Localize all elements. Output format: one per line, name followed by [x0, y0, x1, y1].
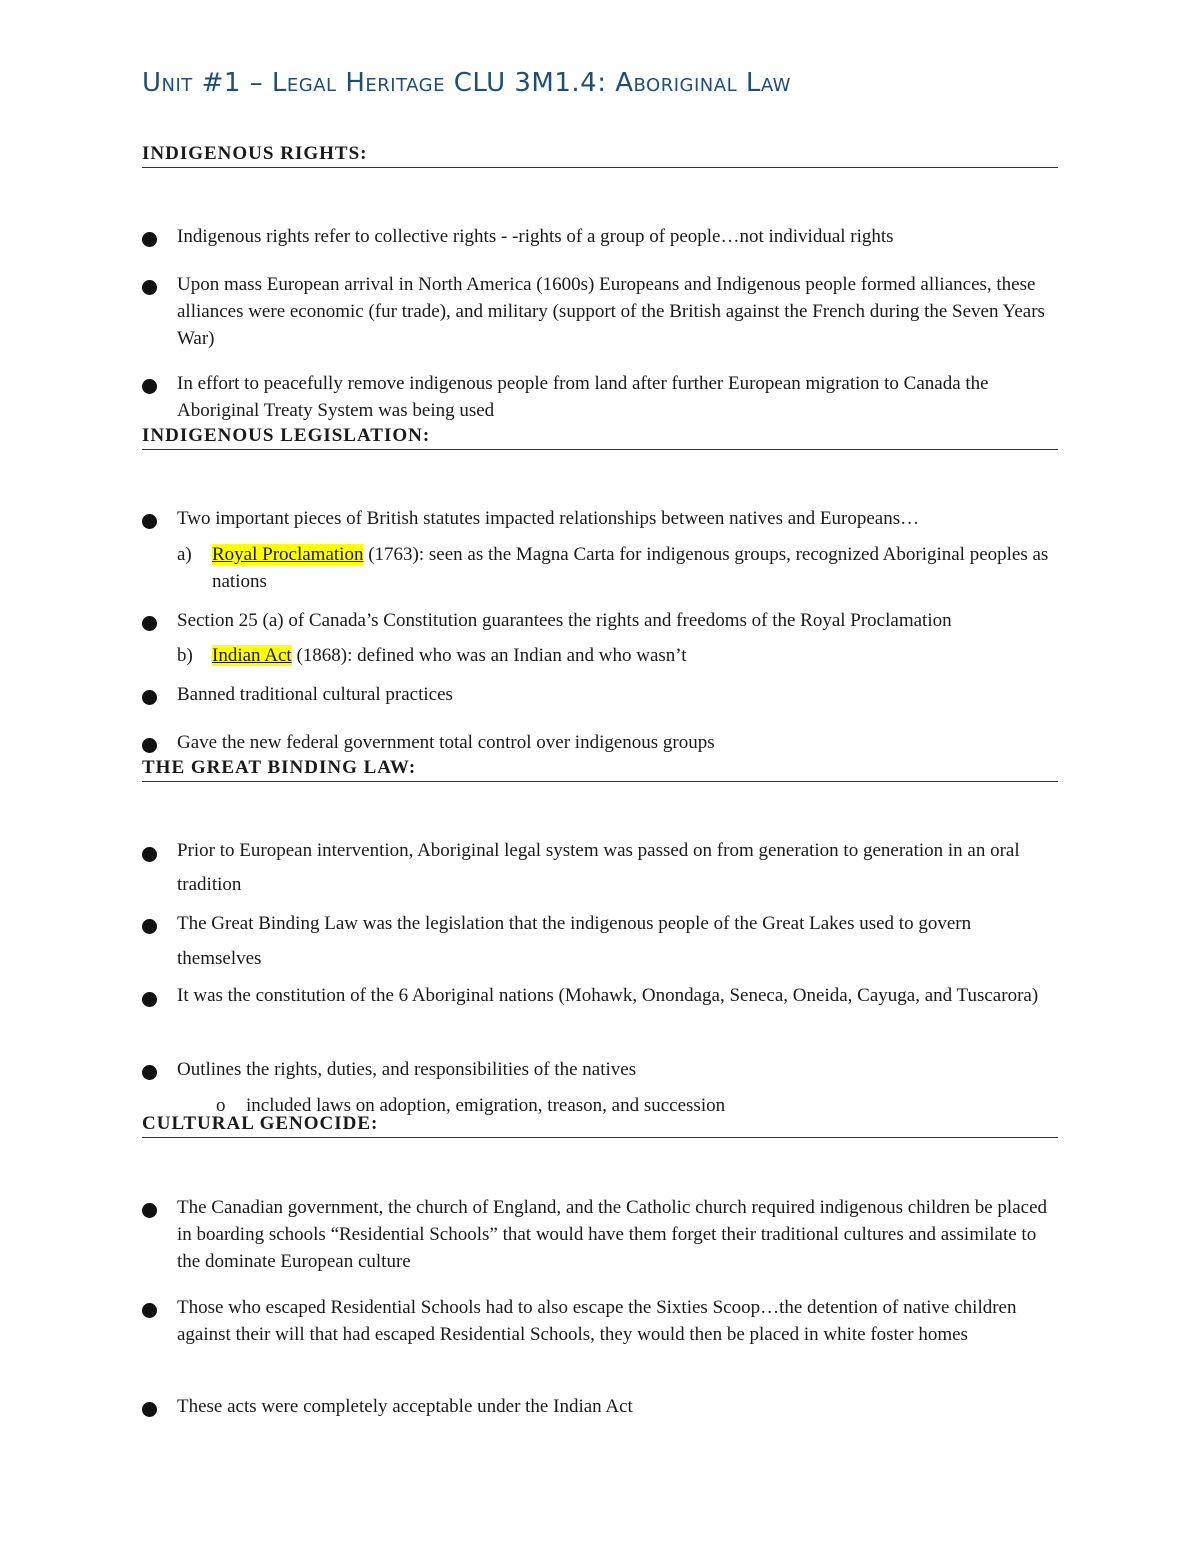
document-title: Unit #1 – Legal Heritage CLU 3M1.4: Aboriginal Law: [142, 68, 791, 98]
bullet-icon: [142, 992, 157, 1007]
bullet-icon: [142, 690, 157, 705]
bullet-icon: [142, 1065, 157, 1080]
section-indigenous-rights: INDIGENOUS RIGHTS: Indigenous rights refer to collective rights - -rights of a group of people…not individual rights Upon mass European arrival in North America (1600s) Europeans and Indigenous people formed alliances, these alliances were economic (fur trade), and military (support of the British against the French during the Seven Years War) In effort to peacefully remove indigenous people from land after further European migration to Canada the Aboriginal Treaty System was being used: [142, 143, 1058, 168]
section-heading: INDIGENOUS LEGISLATION:: [142, 425, 1058, 450]
section-cultural-genocide: CULTURAL GENOCIDE: The Canadian government, the church of England, and the Catholic church required indigenous children be placed in boarding schools “Residential Schools” that would have them forget their traditional cultures and assimilate to the dominate European culture Those who escaped Residential Schools had to also escape the Sixties Scoop…the detention of native children against their will that had escaped Residential Schools, they would then be placed in white foster homes These acts were completely acceptable under the Indian Act: [142, 1113, 1058, 1138]
highlighted-term-royal-proclamation: Royal Proclamation: [212, 544, 364, 565]
bullet-icon: [142, 280, 157, 295]
section-heading: CULTURAL GENOCIDE:: [142, 1113, 1058, 1138]
bullet-icon: [142, 1402, 157, 1417]
bullet-icon: [142, 1203, 157, 1218]
bullet-icon: [142, 738, 157, 753]
bullet-icon: [142, 379, 157, 394]
section-great-binding-law: THE GREAT BINDING LAW: Prior to European intervention, Aboriginal legal system was passed on from generation to generation in an oral tradition The Great Binding Law was the legislation that the indigenous people of the Great Lakes used to govern themselves It was the constitution of the 6 Aboriginal nations (Mohawk, Onondaga, Seneca, Oneida, Cayuga, and Tuscarora) Outlines the rights, duties, and responsibilities of the natives o included laws on adoption, emigration, treason, and succession: [142, 757, 1058, 782]
section-heading: INDIGENOUS RIGHTS:: [142, 143, 1058, 168]
bullet-icon: [142, 514, 157, 529]
bullet-icon: [142, 919, 157, 934]
bullet-icon: [142, 616, 157, 631]
bullet-icon: [142, 847, 157, 862]
bullet-icon: [142, 1303, 157, 1318]
section-indigenous-legislation: INDIGENOUS LEGISLATION: Two important pieces of British statutes impacted relationships between natives and Europeans… a) Royal Proclamation (1763): seen as the Magna Carta for indigenous groups, recognized Aboriginal peoples as nations Section 25 (a) of Canada’s Constitution guarantees the rights and freedoms of the Royal Proclamation b) Indian Act (1868): defined who was an Indian and who wasn’t Banned traditional cultural practices Gave the new federal government total control over indigenous groups: [142, 425, 1058, 450]
section-heading: THE GREAT BINDING LAW:: [142, 757, 1058, 782]
bullet-icon: [142, 232, 157, 247]
highlighted-term-indian-act: Indian Act: [212, 645, 292, 666]
